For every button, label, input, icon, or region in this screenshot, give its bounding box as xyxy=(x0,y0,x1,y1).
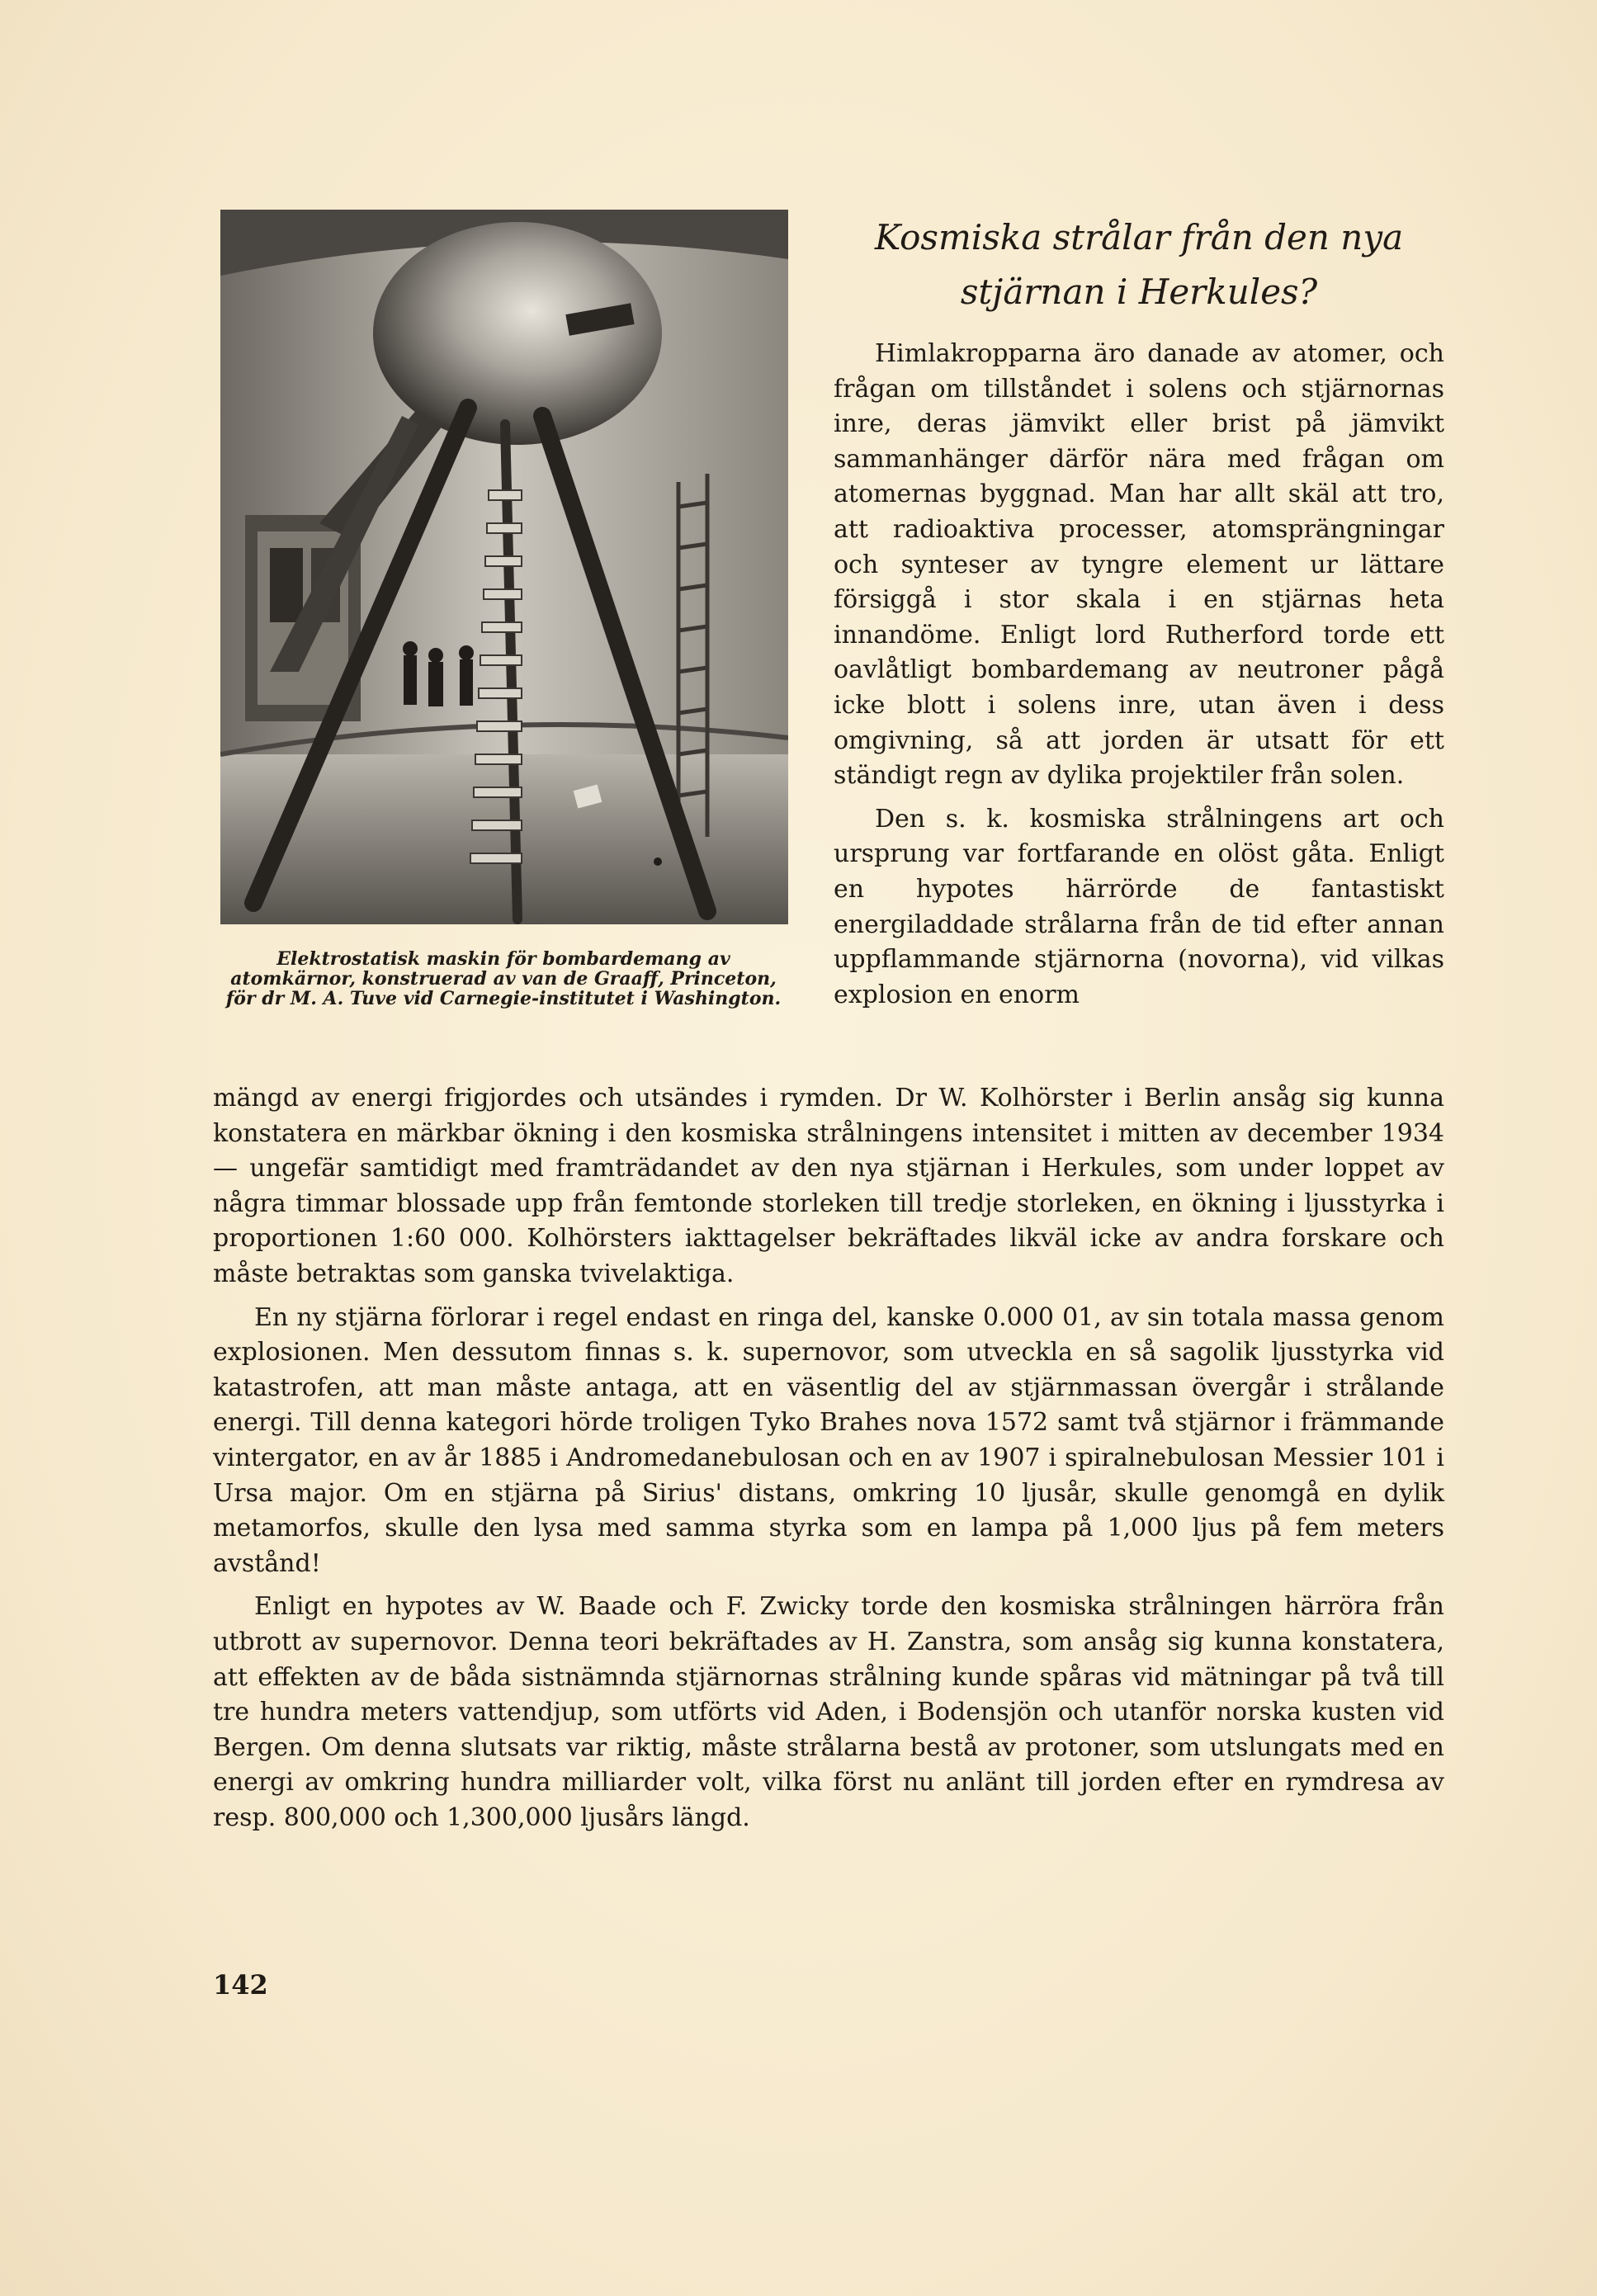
figure-caption: Elektrostatisk maskin för bombardemang av atomkärnor, konstruerad av van de Graaff, Princeton, för dr M. A. Tuve vid Carnegie-institutet i Washington. xyxy=(225,948,782,1009)
heading-line-1: Kosmiska strålar från den nya xyxy=(874,217,1404,257)
paragraph-2-continuation: mängd av energi frigjordes och utsändes i rymden. Dr W. Kolhörster i Berlin ansåg sig kunna konstatera en märkbar ökning i den kosmiska strålningens intensitet i mitten av december 1934 — ungefär samtidigt med framträdandet av den nya stjärnan i Herkules, som under loppet av några timmar blossade upp från femtonde storleken till tredje storleken, en ökning i ljusstyrka i proportionen 1:60 000. Kolhörsters iakttagelser bekräftades likväl icke av andra forskare och måste betraktas som ganska tvivelaktiga. xyxy=(213,1084,1444,1288)
paragraph-3: En ny stjärna förlorar i regel endast en ringa del, kanske 0.000 01, av sin totala massa genom explosionen. Men dessutom finnas s. k. supernovor, som utveckla en så sagolik ljusstyrka vid katastrofen, att man måste antaga, att en väsentlig del av stjärnmassan övergår i strålande energi. Till denna kategori hörde troligen Tyko Brahes nova 1572 samt två stjärnor i främmande vintergator, en av år 1885 i Andromedanebulosan och en av 1907 i spiralnebulosan Messier 101 i Ursa major. Om en stjärna på Sirius' distans, omkring 10 ljusår, skulle genomgå en dylik metamorfos, skulle den lysa med samma styrka som en lampa på 1,000 ljus på fem meters avstånd! xyxy=(213,1302,1444,1578)
page-number: 142 xyxy=(213,1969,268,2001)
paragraph-4: Enligt en hypotes av W. Baade och F. Zwicky torde den kosmiska strålningen härröra från utbrott av supernovor. Denna teori bekräftades av H. Zanstra, som ansåg sig kunna konstatera, att effekten av de båda sistnämnda stjärnornas strålning kunde spåras vid mätningar på två till tre hundra meters vattendjup, som utförts vid Aden, i Bodensjön och utanför norska kusten vid Bergen. Om denna slutsats var riktig, måste strålarna bestå av protoner, som utslungats med en energi av omkring hundra milliarder volt, vilka först nu anlänt till jorden efter en rymdresa av resp. 800,000 och 1,300,000 ljusårs längd. xyxy=(213,1592,1444,1832)
paragraph-2-column-part: Den s. k. kosmiska strålningens art och ursprung var fortfarande en olöst gåta. Enligt en hypotes härrörde de fantastiskt energiladdade strålarna från de tid efter annan uppflammande stjärnorna (novorna), vid vilkas explosion en enorm xyxy=(834,804,1444,1009)
photo-illustration xyxy=(220,210,788,924)
paragraph-1: Himlakropparna äro danade av atomer, och frågan om tillståndet i solens och stjärnornas inre, deras jämvikt eller brist på jämvikt sammanhänger därför nära med frågan om atomernas byggnad. Man har allt skäl att tro, att radioaktiva processer, atomsprängningar och synteser av tyngre element ur lättare försiggå i stor skala i en stjärnas heta innandöme. Enligt lord Rutherford torde ett oavlåtligt bombardemang av neutroner pågå icke blott i solens inre, utan även i dess omgivning, så att jorden är utsatt för ett ständigt regn av dylika projektiler från solen. xyxy=(834,339,1444,791)
full-width-text xyxy=(213,1081,1444,1835)
heading-line-2: stjärnan i Herkules? xyxy=(960,272,1318,312)
right-column-text xyxy=(834,337,1444,1013)
photograph-van-de-graaff-generator xyxy=(220,210,788,924)
article-heading xyxy=(834,210,1444,319)
